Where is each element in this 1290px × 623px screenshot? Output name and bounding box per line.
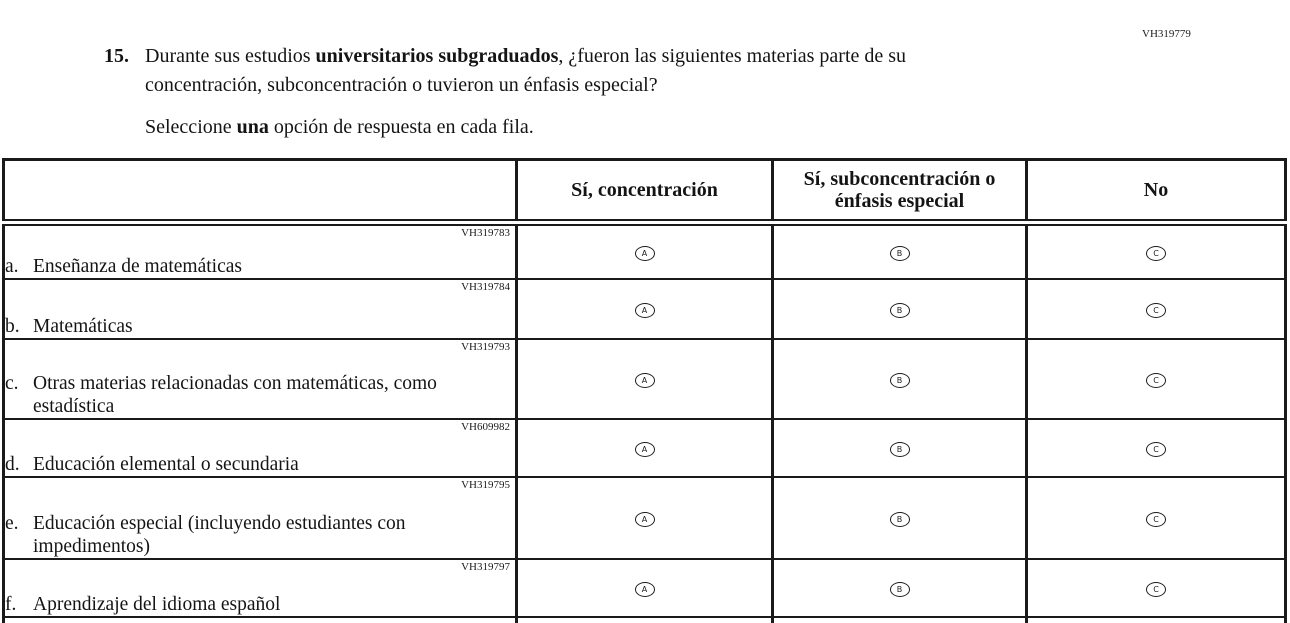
question-instruction bbox=[145, 116, 1004, 139]
option-b-bubble[interactable]: B bbox=[890, 373, 910, 388]
response-matrix-table bbox=[2, 158, 1287, 623]
item-label-cell bbox=[4, 419, 517, 477]
option-a-bubble[interactable]: A bbox=[635, 303, 655, 318]
option-cell bbox=[1027, 223, 1286, 280]
option-b-bubble[interactable]: B bbox=[890, 442, 910, 457]
option-cell bbox=[773, 477, 1027, 559]
cutoff-cell bbox=[4, 617, 517, 623]
option-cell bbox=[1027, 419, 1286, 477]
item-label: Enseñanza de matemáticas bbox=[33, 256, 242, 277]
item-label: Matemáticas bbox=[33, 316, 133, 337]
table-row bbox=[4, 419, 1286, 477]
option-c-bubble[interactable]: C bbox=[1146, 512, 1166, 527]
item-label-cell bbox=[4, 223, 517, 280]
header-si-subconcentracion: Sí, subconcentración o énfasis especial bbox=[773, 160, 1027, 223]
table-row bbox=[4, 477, 1286, 559]
cutoff-cell bbox=[773, 617, 1027, 623]
table-row bbox=[4, 223, 1286, 280]
header-row bbox=[4, 160, 1286, 223]
option-cell bbox=[1027, 279, 1286, 339]
question-text-bold: universitarios subgraduados bbox=[315, 45, 559, 67]
item-letter: b. bbox=[5, 316, 20, 337]
option-b-bubble[interactable]: B bbox=[890, 303, 910, 318]
option-cell bbox=[773, 339, 1027, 419]
item-label-cell bbox=[4, 477, 517, 559]
item-letter: f. bbox=[5, 594, 17, 615]
header-empty-cell bbox=[4, 160, 517, 223]
option-c-bubble[interactable]: C bbox=[1146, 246, 1166, 261]
item-code: VH319795 bbox=[461, 479, 510, 491]
option-b-bubble[interactable]: B bbox=[890, 512, 910, 527]
option-a-bubble[interactable]: A bbox=[635, 512, 655, 527]
question-text bbox=[145, 42, 1001, 100]
option-c-bubble[interactable]: C bbox=[1146, 303, 1166, 318]
option-cell bbox=[773, 279, 1027, 339]
item-letter: e. bbox=[5, 513, 19, 534]
question-block bbox=[104, 42, 1004, 139]
option-a-bubble[interactable]: A bbox=[635, 373, 655, 388]
option-c-bubble[interactable]: C bbox=[1146, 373, 1166, 388]
option-cell bbox=[517, 477, 773, 559]
table-row-cutoff bbox=[4, 617, 1286, 623]
option-cell bbox=[1027, 477, 1286, 559]
cutoff-cell bbox=[517, 617, 773, 623]
instruction-bold: una bbox=[236, 116, 269, 138]
option-c-bubble[interactable]: C bbox=[1146, 442, 1166, 457]
option-cell bbox=[517, 279, 773, 339]
option-a-bubble[interactable]: A bbox=[635, 582, 655, 597]
item-label: Otras materias relacionadas con matemáticas, como estadística bbox=[33, 373, 437, 417]
question-accession-code: VH319779 bbox=[1142, 28, 1191, 40]
item-label: Aprendizaje del idioma español bbox=[33, 594, 281, 615]
table-row bbox=[4, 279, 1286, 339]
option-cell bbox=[517, 559, 773, 617]
item-code: VH319797 bbox=[461, 561, 510, 573]
header-no: No bbox=[1027, 160, 1286, 223]
option-a-bubble[interactable]: A bbox=[635, 246, 655, 261]
item-label-cell bbox=[4, 559, 517, 617]
item-code: VH319793 bbox=[461, 341, 510, 353]
item-label: Educación elemental o secundaria bbox=[33, 454, 299, 475]
option-cell bbox=[773, 419, 1027, 477]
option-c-bubble[interactable]: C bbox=[1146, 582, 1166, 597]
table-row bbox=[4, 339, 1286, 419]
table-row bbox=[4, 559, 1286, 617]
option-b-bubble[interactable]: B bbox=[890, 582, 910, 597]
option-cell bbox=[517, 223, 773, 280]
item-code: VH319783 bbox=[461, 227, 510, 239]
option-b-bubble[interactable]: B bbox=[890, 246, 910, 261]
instruction-part1: Seleccione bbox=[145, 116, 237, 138]
item-label: Educación especial (incluyendo estudiantes con impedimentos) bbox=[33, 513, 406, 557]
item-letter: c. bbox=[5, 373, 19, 394]
instruction-part2: opción de respuesta en cada fila. bbox=[268, 116, 534, 138]
item-letter: a. bbox=[5, 256, 19, 277]
question-text-part1: Durante sus estudios bbox=[145, 45, 316, 67]
header-si-concentracion: Sí, concentración bbox=[517, 160, 773, 223]
option-cell bbox=[1027, 339, 1286, 419]
option-cell bbox=[1027, 559, 1286, 617]
option-cell bbox=[517, 339, 773, 419]
option-cell bbox=[773, 223, 1027, 280]
cutoff-cell bbox=[1027, 617, 1286, 623]
item-label-cell bbox=[4, 339, 517, 419]
option-cell bbox=[517, 419, 773, 477]
option-a-bubble[interactable]: A bbox=[635, 442, 655, 457]
item-code: VH609982 bbox=[461, 421, 510, 433]
question-number: 15. bbox=[104, 45, 129, 67]
item-label-cell bbox=[4, 279, 517, 339]
item-code: VH319784 bbox=[461, 281, 510, 293]
question-text-part2: , ¿fueron las siguientes materias parte de su concentración, subconcentración o tuvieron un énfasis especial? bbox=[145, 45, 907, 96]
item-letter: d. bbox=[5, 454, 20, 475]
option-cell bbox=[773, 559, 1027, 617]
